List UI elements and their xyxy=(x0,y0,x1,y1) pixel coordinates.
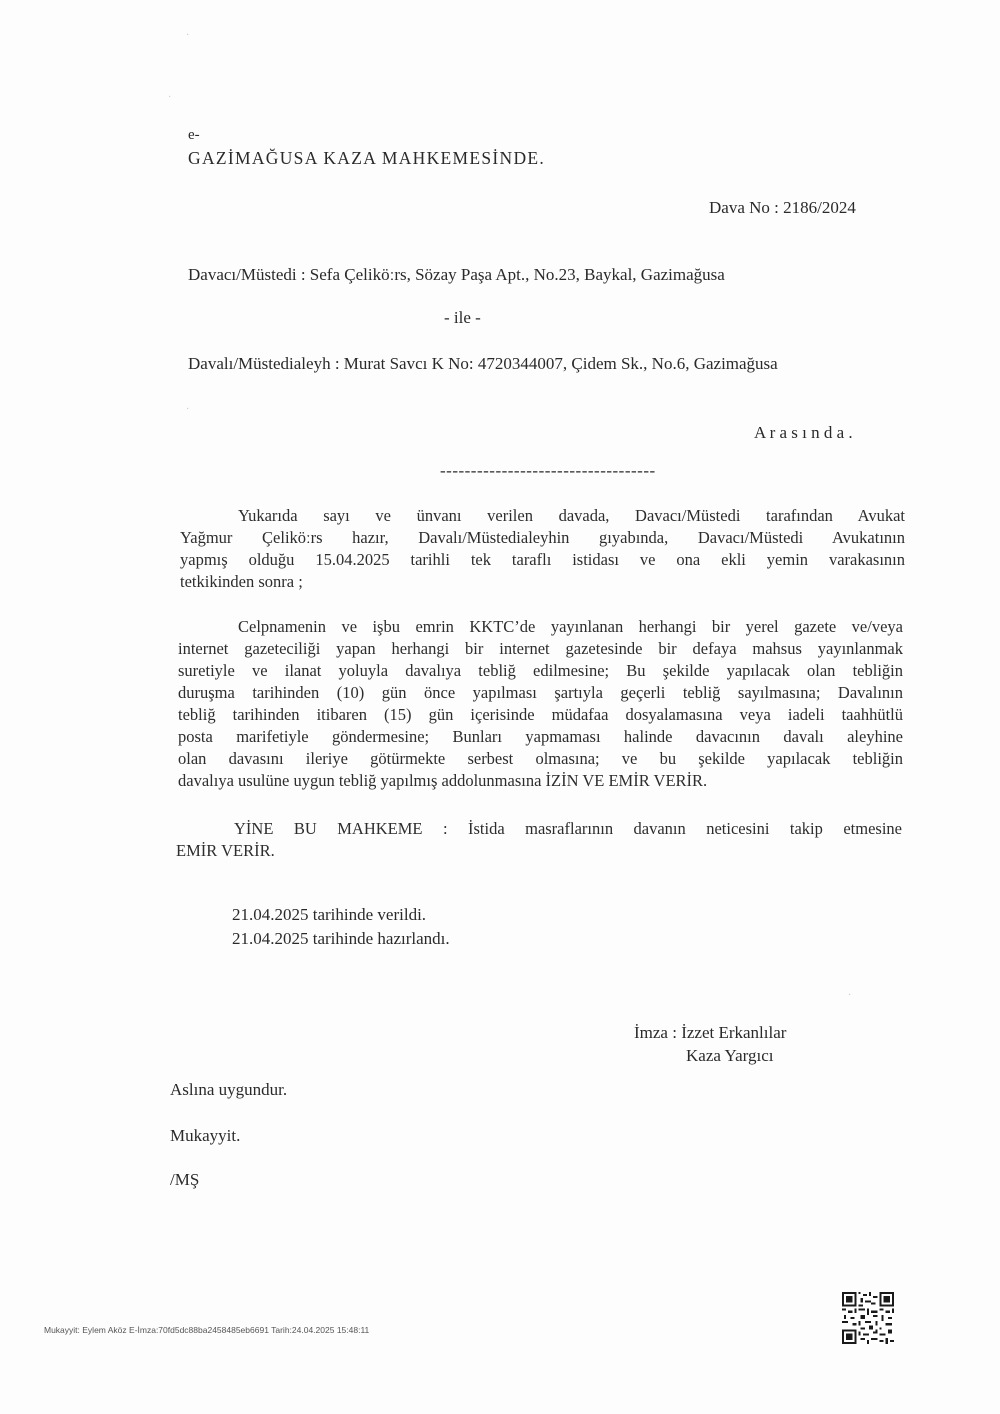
paragraph-line: yapmış olduğu 15.04.2025 tarihli tek taraflı istidası ve ona ekli yemin varakasının xyxy=(180,550,905,569)
between-word: - ile - xyxy=(444,308,481,327)
paragraph-order xyxy=(178,616,903,792)
paragraph-line: EMİR VERİR. xyxy=(176,841,275,860)
date-prepared: 21.04.2025 tarihinde hazırlandı. xyxy=(232,929,450,948)
header-prefix: e- xyxy=(188,127,200,143)
plaintiff-line: Davacı/Müstedi : Sefa Çeliköːrs, Sözay Paşa Apt., No.23, Baykal, Gazimağusa xyxy=(188,265,725,284)
separator-line: ----------------------------------- xyxy=(440,461,656,480)
case-number: Dava No : 2186/2024 xyxy=(709,198,856,217)
scan-speck: · xyxy=(168,92,172,103)
defendant-line: Davalı/Müstedialeyh : Murat Savcı K No: 4720344007, Çidem Sk., No.6, Gazimağusa xyxy=(188,354,778,373)
paragraph-costs xyxy=(176,818,902,862)
paragraph-line: tebliğ tarihinden itibaren (15) gün içerisinde müdafaa dosyalamasına veya iadeli taahhütlü xyxy=(178,705,903,724)
signature-name: İmza : İzzet Erkanlılar xyxy=(634,1023,787,1042)
signature-title: Kaza Yargıcı xyxy=(686,1046,774,1065)
scan-speck: · xyxy=(186,30,190,41)
qr-code-icon xyxy=(842,1292,894,1344)
paragraph-line: olan davasını ileriye götürmekte serbest olmasına; ve bu şekilde yapılacak tebliğin xyxy=(178,749,903,768)
paragraph-line: internet gazeteciliği yapan herhangi bir internet gazetesinde bir defaya mahsus yayınlanmak xyxy=(178,639,903,658)
court-name: GAZİMAĞUSA KAZA MAHKEMESİNDE. xyxy=(188,148,546,168)
paragraph-line: duruşma tarihinden (10) gün önce yapılması şartıyla geçerli tebliğ sayılmasına; Davalının xyxy=(178,683,903,702)
initials-label: /MŞ xyxy=(170,1170,200,1189)
date-given: 21.04.2025 tarihinde verildi. xyxy=(232,905,427,924)
paragraph-intro xyxy=(180,505,905,593)
certified-copy-label: Aslına uygundur. xyxy=(170,1080,288,1099)
paragraph-line: Yağmur Çeliköːrs hazır, Davalı/Müstedialeyhin gıyabında, Davacı/Müstedi Avukatının xyxy=(180,528,905,547)
arasinda-label: A r a s ı n d a . xyxy=(754,423,853,442)
registrar-label: Mukayyit. xyxy=(170,1126,241,1145)
scan-speck: · xyxy=(186,404,190,415)
paragraph-line: davalıya usulüne uygun tebliğ yapılmış addolunmasına İZİN VE EMİR VERİR. xyxy=(178,771,708,790)
paragraph-line: tetkikinden sonra ; xyxy=(180,572,303,591)
paragraph-line: suretiyle ve ilanat yoluyla davalıya tebliğ edilmesine; Bu şekilde yapılacak olan tebliğin xyxy=(178,661,903,680)
e-signature-footer: Mukayyit: Eylem Aköz E-İmza:70fd5dc88ba2458485eb6691 Tarih:24.04.2025 15:48:11 xyxy=(44,1325,370,1335)
paragraph-line: YİNE BU MAHKEME : İstida masraflarının davanın neticesini takip etmesine xyxy=(234,819,902,838)
paragraph-line: posta marifetiyle göndermesine; Bunları yapmaması halinde davacının davalı aleyhine xyxy=(178,727,903,746)
scan-speck: · xyxy=(848,990,852,1001)
paragraph-line: Celpnamenin ve işbu emrin KKTC’de yayınlanan herhangi bir yerel gazete ve/veya xyxy=(238,617,903,636)
paragraph-line: Yukarıda sayı ve ünvanı verilen davada, Davacı/Müstedi tarafından Avukat xyxy=(238,506,905,525)
